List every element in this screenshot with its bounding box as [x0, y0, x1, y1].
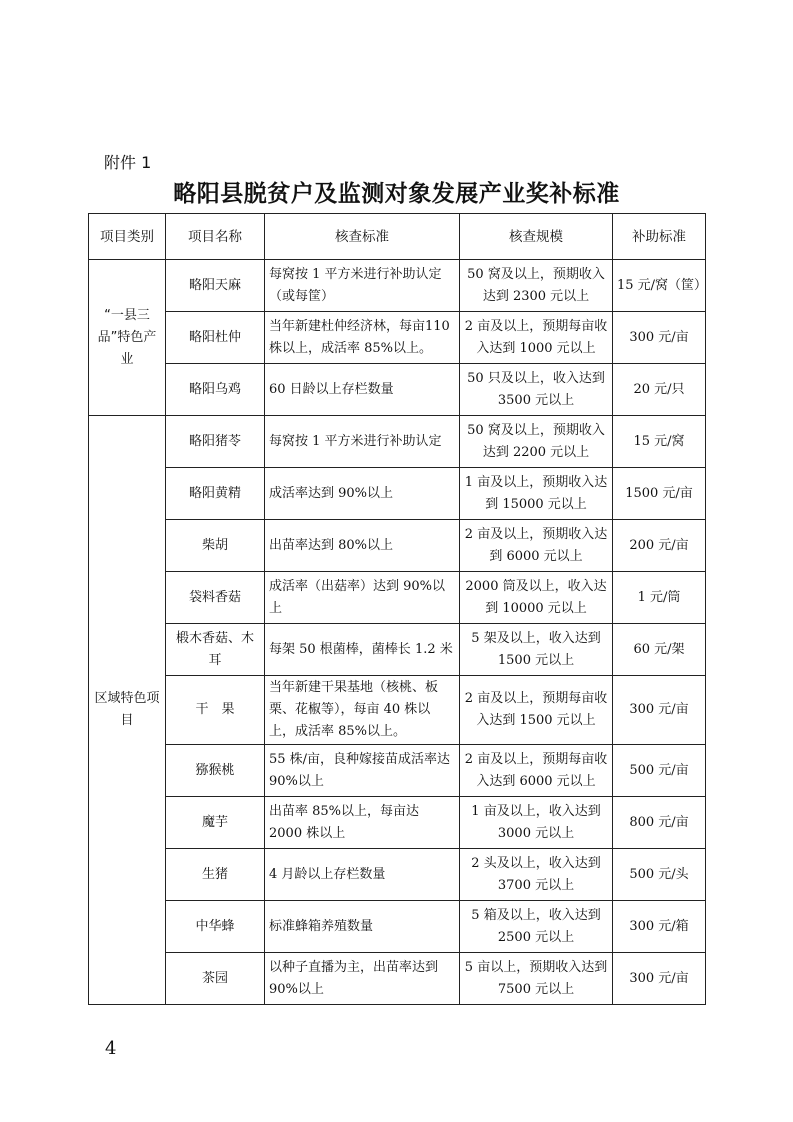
page-number: 4 — [105, 1038, 117, 1059]
header-check-scale: 核查规模 — [460, 214, 613, 260]
table-row — [89, 901, 706, 953]
name-cell: 猕猴桃 — [166, 745, 265, 797]
category-cell: 区域特色项目 — [89, 416, 166, 1005]
subsidy-cell: 1 元/筒 — [613, 572, 706, 624]
attachment-label: 附件 1 — [104, 153, 152, 172]
subsidy-cell: 300 元/箱 — [613, 901, 706, 953]
check-standard-cell: 4 月龄以上存栏数量 — [265, 849, 460, 901]
name-cell: 略阳黄精 — [166, 468, 265, 520]
subsidy-cell: 500 元/亩 — [613, 745, 706, 797]
check-scale-cell: 50 窝及以上，预期收入达到 2300 元以上 — [460, 260, 613, 312]
header-subsidy: 补助标准 — [613, 214, 706, 260]
check-standard-cell: 成活率达到 90%以上 — [265, 468, 460, 520]
name-cell: 魔芋 — [166, 797, 265, 849]
check-standard-cell: 每架 50 根菌棒，菌棒长 1.2 米 — [265, 624, 460, 676]
check-standard-cell: 每窝按 1 平方米进行补助认定 — [265, 416, 460, 468]
check-standard-cell: 以种子直播为主，出苗率达到 90%以上 — [265, 953, 460, 1005]
check-standard-cell: 成活率（出菇率）达到 90%以上 — [265, 572, 460, 624]
check-standard-cell: 60 日龄以上存栏数量 — [265, 364, 460, 416]
check-standard-cell: 当年新建杜仲经济林，每亩110 株以上，成活率 85%以上。 — [265, 312, 460, 364]
name-cell: 略阳猪苓 — [166, 416, 265, 468]
check-scale-cell: 50 窝及以上，预期收入达到 2200 元以上 — [460, 416, 613, 468]
table-row — [89, 745, 706, 797]
table-row — [89, 676, 706, 745]
name-cell: 略阳乌鸡 — [166, 364, 265, 416]
check-scale-cell: 50 只及以上，收入达到 3500 元以上 — [460, 364, 613, 416]
check-standard-cell: 出苗率达到 80%以上 — [265, 520, 460, 572]
check-scale-cell: 2 亩及以上，预期每亩收入达到 6000 元以上 — [460, 745, 613, 797]
check-standard-cell: 每窝按 1 平方米进行补助认定（或每筐） — [265, 260, 460, 312]
table-row — [89, 468, 706, 520]
subsidy-cell: 800 元/亩 — [613, 797, 706, 849]
name-cell: 柴胡 — [166, 520, 265, 572]
table-row — [89, 416, 706, 468]
header-category: 项目类别 — [89, 214, 166, 260]
name-cell: 椴木香菇、木耳 — [166, 624, 265, 676]
name-cell: 略阳天麻 — [166, 260, 265, 312]
table-row — [89, 260, 706, 312]
subsidy-cell: 500 元/头 — [613, 849, 706, 901]
check-standard-cell: 标准蜂箱养殖数量 — [265, 901, 460, 953]
subsidy-standards-table — [88, 213, 706, 1005]
check-scale-cell: 2 头及以上，收入达到3700 元以上 — [460, 849, 613, 901]
check-scale-cell: 2 亩及以上，预期每亩收入达到 1000 元以上 — [460, 312, 613, 364]
check-scale-cell: 1 亩及以上，预期收入达到 15000 元以上 — [460, 468, 613, 520]
name-cell: 中华蜂 — [166, 901, 265, 953]
name-cell: 茶园 — [166, 953, 265, 1005]
table-body — [89, 260, 706, 1005]
table-header-row — [89, 214, 706, 260]
table-row — [89, 953, 706, 1005]
table-row — [89, 572, 706, 624]
header-check-standard: 核查标准 — [265, 214, 460, 260]
name-cell: 干 果 — [166, 676, 265, 745]
check-scale-cell: 5 架及以上，收入达到1500 元以上 — [460, 624, 613, 676]
name-cell: 略阳杜仲 — [166, 312, 265, 364]
header-item-name: 项目名称 — [166, 214, 265, 260]
check-scale-cell: 2 亩及以上，预期收入达到 6000 元以上 — [460, 520, 613, 572]
name-cell: 生猪 — [166, 849, 265, 901]
subsidy-cell: 15 元/窝 — [613, 416, 706, 468]
check-scale-cell: 2000 筒及以上，收入达到 10000 元以上 — [460, 572, 613, 624]
category-cell: “一县三品”特色产业 — [89, 260, 166, 416]
check-standard-cell: 55 株/亩，良种嫁接苗成活率达 90%以上 — [265, 745, 460, 797]
name-cell: 袋料香菇 — [166, 572, 265, 624]
subsidy-cell: 20 元/只 — [613, 364, 706, 416]
table-row — [89, 797, 706, 849]
document-title: 略阳县脱贫户及监测对象发展产业奖补标准 — [173, 181, 620, 207]
subsidy-cell: 60 元/架 — [613, 624, 706, 676]
check-scale-cell: 1 亩及以上，收入达到3000 元以上 — [460, 797, 613, 849]
subsidy-cell: 300 元/亩 — [613, 312, 706, 364]
subsidy-cell: 300 元/亩 — [613, 676, 706, 745]
check-scale-cell: 2 亩及以上，预期每亩收入达到 1500 元以上 — [460, 676, 613, 745]
table-row — [89, 364, 706, 416]
subsidy-cell: 300 元/亩 — [613, 953, 706, 1005]
subsidy-cell: 15 元/窝（筐） — [613, 260, 706, 312]
check-scale-cell: 5 箱及以上，收入达到2500 元以上 — [460, 901, 613, 953]
check-standard-cell: 当年新建干果基地（核桃、板栗、花椒等），每亩 40 株以上，成活率 85%以上。 — [265, 676, 460, 745]
subsidy-cell: 1500 元/亩 — [613, 468, 706, 520]
table-row — [89, 624, 706, 676]
check-scale-cell: 5 亩以上，预期收入达到 7500 元以上 — [460, 953, 613, 1005]
table-row — [89, 312, 706, 364]
check-standard-cell: 出苗率 85%以上，每亩达 2000 株以上 — [265, 797, 460, 849]
table-row — [89, 849, 706, 901]
subsidy-cell: 200 元/亩 — [613, 520, 706, 572]
table-row — [89, 520, 706, 572]
